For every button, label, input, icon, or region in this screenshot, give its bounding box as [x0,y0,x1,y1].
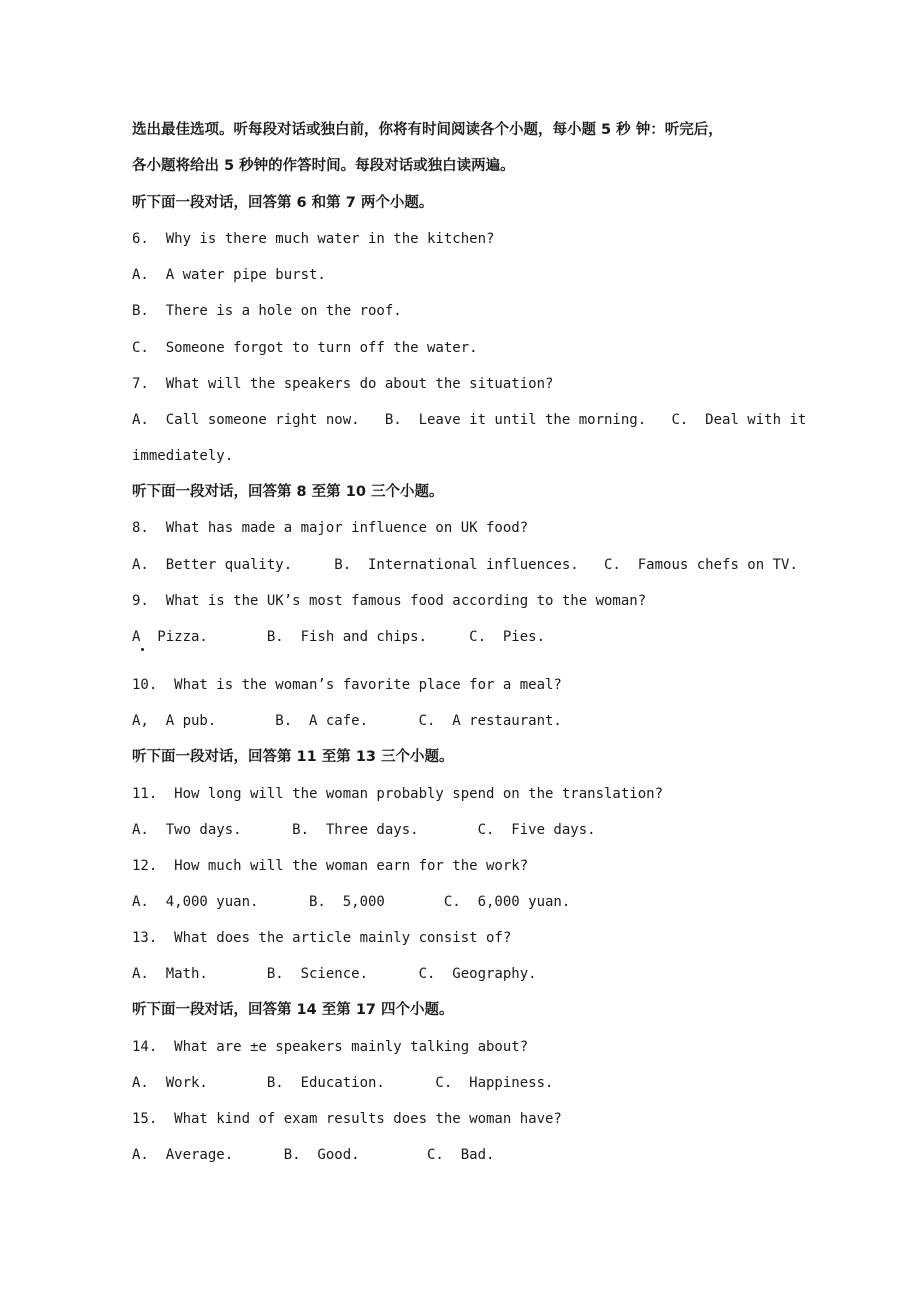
options-8: A. Better quality. B. International influences. C. Famous chefs on TV. [132,557,798,573]
question-7: 7. What will the speakers do about the situation? [132,376,554,392]
section-heading-q8-10: 听下面一段对话，回答第 8 至第 10 三个小题。 [132,484,444,500]
question-15: 15. What kind of exam results does the woman have? [132,1111,562,1127]
options-12: A. 4,000 yuan. B. 5,000 C. 6,000 yuan. [132,894,571,910]
options-7-continued: immediately. [132,448,234,464]
options-10: A, A pub. B. A cafe. C. A restaurant. [132,713,562,729]
options-11: A. Two days. B. Three days. C. Five days. [132,822,596,838]
question-14: 14. What are ±e speakers mainly talking about? [132,1039,529,1055]
question-11: 11. How long will the woman probably spend on the translation? [132,786,664,802]
section-heading-q11-13: 听下面一段对话，回答第 11 至第 13 三个小题。 [132,749,454,765]
section-heading-q6-7: 听下面一段对话，回答第 6 和第 7 两个小题。 [132,195,434,211]
question-12: 12. How much will the woman earn for the work? [132,858,529,874]
question-8: 8. What has made a major influence on UK food? [132,520,529,536]
options-15: A. Average. B. Good. C. Bad. [132,1147,495,1163]
option-6b: B. There is a hole on the roof. [132,303,402,319]
instructions-line-2: 各小题将给出 5 秒钟的作答时间。每段对话或独白读两遍。 [132,158,515,174]
option-6a: A. A water pipe burst. [132,267,326,283]
options-13: A. Math. B. Science. C. Geography. [132,966,537,982]
question-9: 9. What is the UK’s most famous food according to the woman? [132,593,647,609]
instructions-line-1: 选出最佳选项。听每段对话或独白前，你将有时间阅读各个小题，每小题 5 秒 钟：听完后， [132,122,723,138]
options-7: A. Call someone right now. B. Leave it until the morning. C. Deal with it [132,412,807,428]
question-10: 10. What is the woman’s favorite place for a meal? [132,677,562,693]
options-9: A Pizza. B. Fish and chips. C. Pies. [132,629,546,645]
section-heading-q14-17: 听下面一段对话，回答第 14 至第 17 四个小题。 [132,1002,454,1018]
question-13: 13. What does the article mainly consist of? [132,930,512,946]
option-6c: C. Someone forgot to turn off the water. [132,340,478,356]
options-14: A. Work. B. Education. C. Happiness. [132,1075,554,1091]
question-6: 6. Why is there much water in the kitchen? [132,231,495,247]
stray-dot-mark [141,648,144,651]
